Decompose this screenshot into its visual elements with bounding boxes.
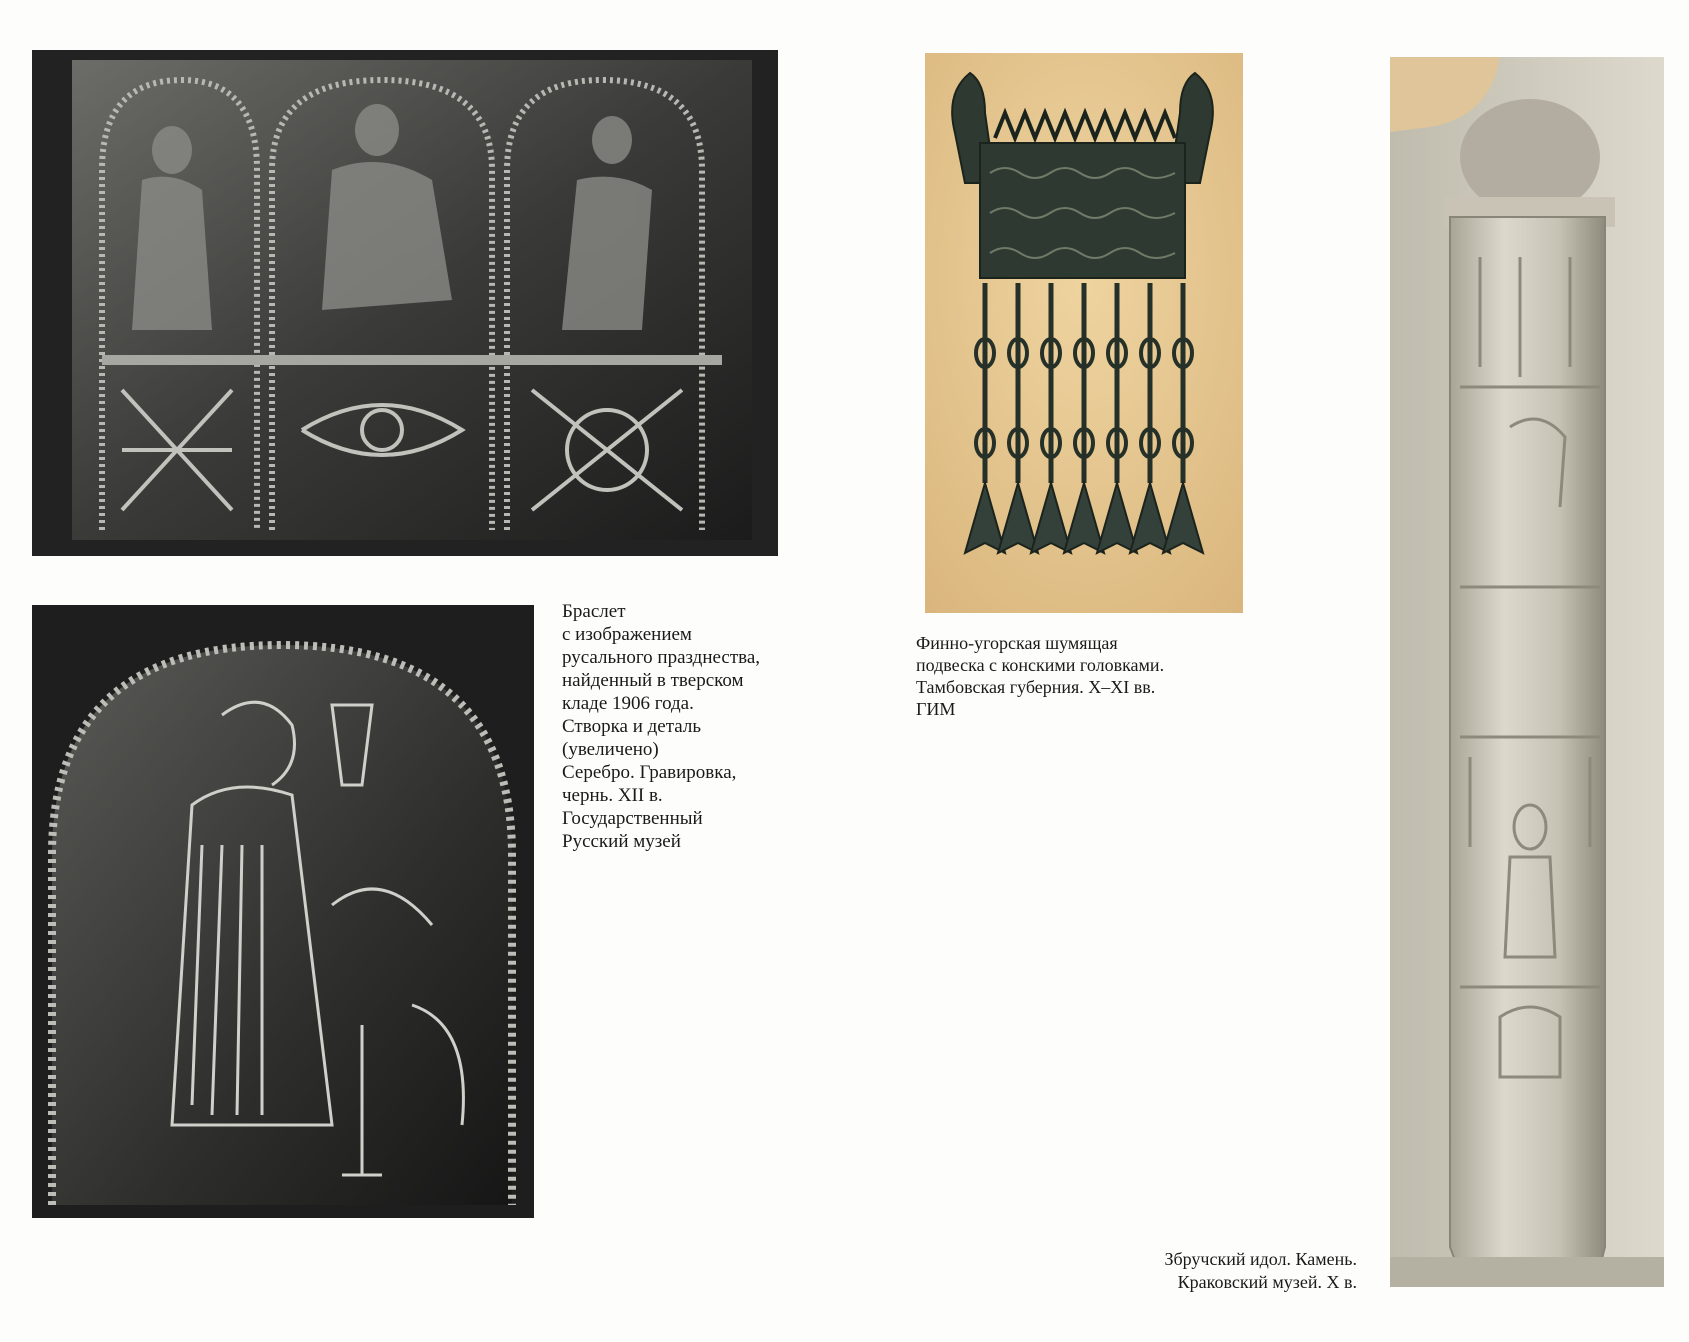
idol-photo (1390, 57, 1664, 1287)
caption-line: Русский музей (562, 831, 681, 852)
pendant-photo (925, 53, 1243, 613)
bracelet-detail-photo (32, 605, 534, 1218)
bracelet-panels-image (32, 50, 778, 556)
caption-line: Збручский идол. Камень. (1164, 1249, 1357, 1269)
caption-line: Створка и деталь (562, 716, 701, 737)
caption-line: ГИМ (916, 699, 956, 719)
caption-line: Браслет (562, 601, 626, 622)
caption-line: найденный в тверском (562, 670, 744, 691)
caption-line: Финно-угорская шумящая (916, 633, 1118, 653)
bracelet-detail-image (32, 605, 534, 1218)
caption-line: кладе 1906 года. (562, 693, 694, 714)
caption-line: Государственный (562, 808, 703, 829)
caption-line: чернь. XII в. (562, 785, 663, 806)
pendant-image (925, 53, 1243, 613)
caption-line: русального празднества, (562, 647, 761, 668)
idol-caption (1164, 1248, 1357, 1294)
pendant-caption (916, 632, 1164, 720)
bracelet-panels-photo (32, 50, 778, 556)
caption-line: Тамбовская губерния. X–XI вв. (916, 677, 1156, 697)
bracelet-caption (562, 600, 760, 853)
caption-line: Серебро. Гравировка, (562, 762, 737, 783)
caption-line: (увеличено) (562, 739, 659, 760)
caption-line: Краковский музей. X в. (1177, 1272, 1357, 1292)
caption-line: подвеска с конскими головками. (916, 655, 1165, 675)
idol-image (1390, 57, 1664, 1287)
caption-line: с изображением (562, 624, 692, 645)
